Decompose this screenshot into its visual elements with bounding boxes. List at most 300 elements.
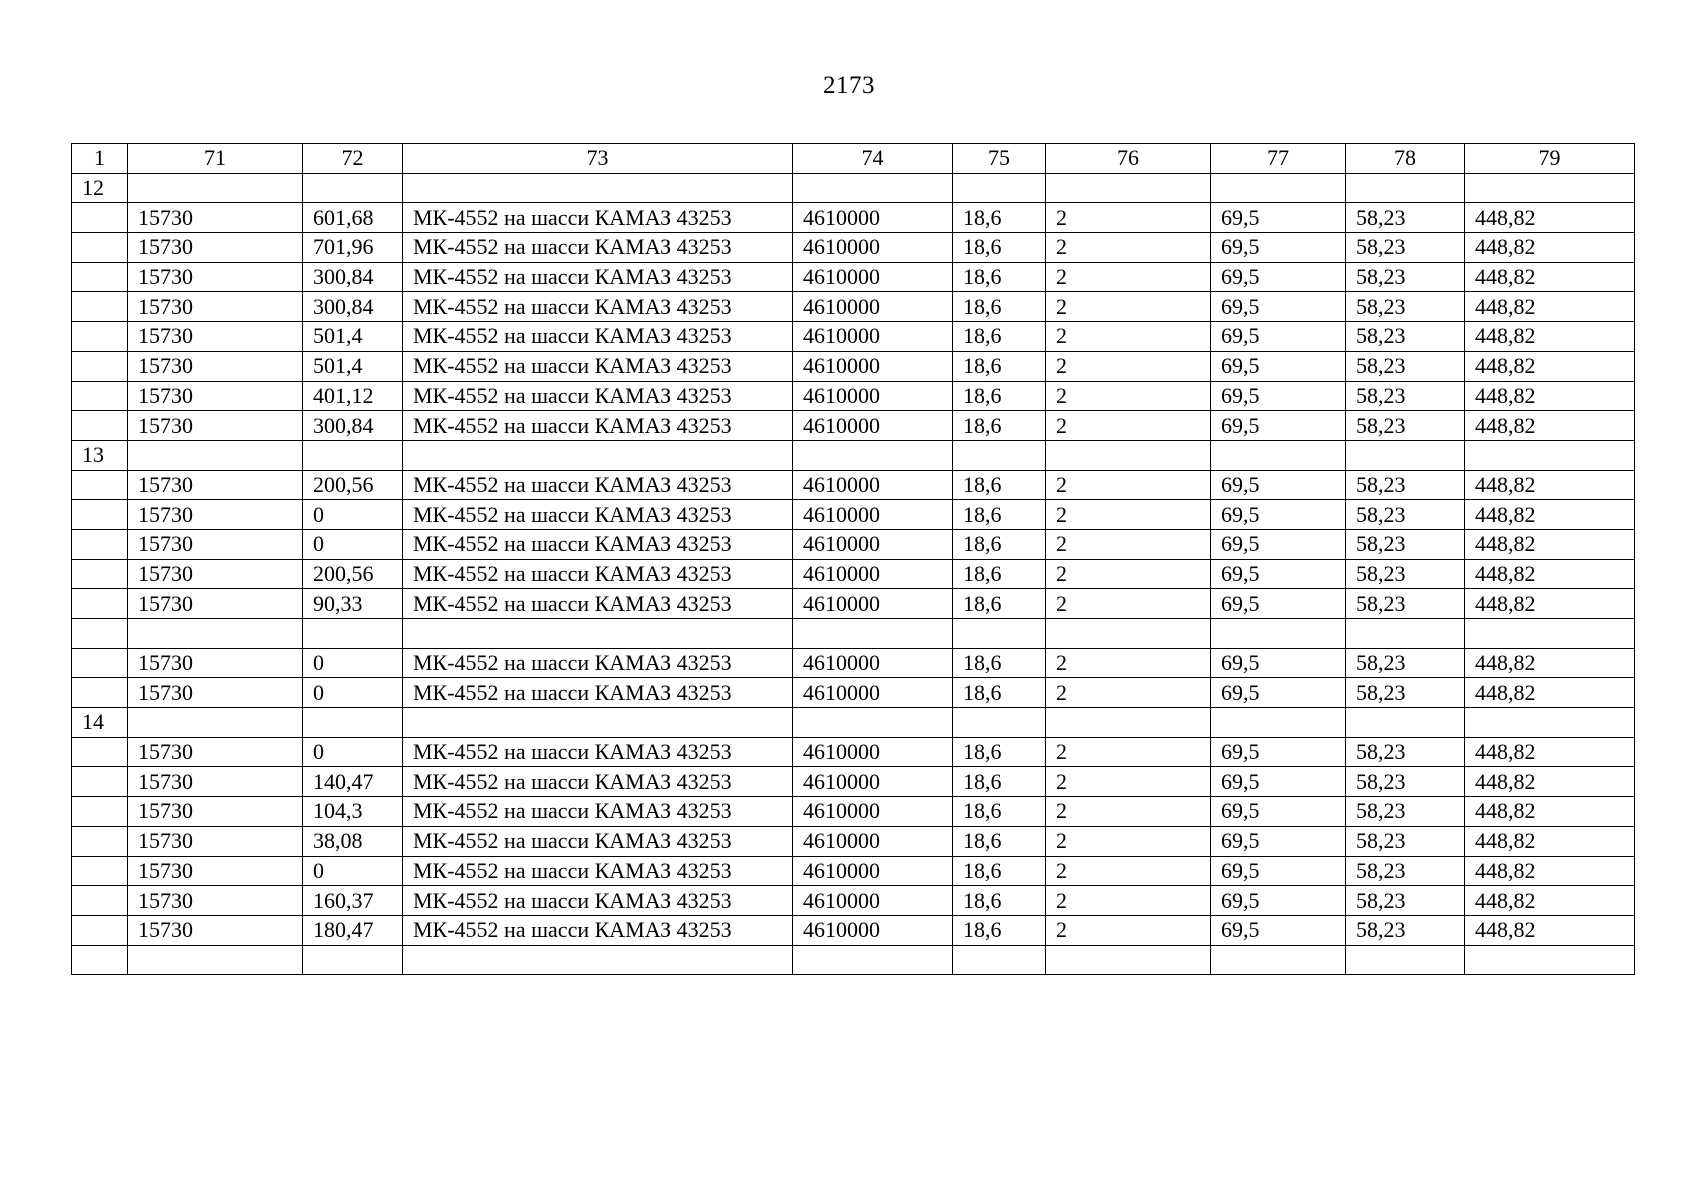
- table-cell: 4610000: [793, 203, 953, 233]
- table-cell: 160,37: [303, 886, 403, 916]
- table-cell: 2: [1046, 737, 1211, 767]
- table-cell: 69,5: [1211, 322, 1346, 352]
- table-cell: 448,82: [1465, 767, 1635, 797]
- table-row: [72, 678, 1635, 708]
- table-cell: МК-4552 на шасси КАМАЗ 43253: [403, 351, 793, 381]
- table-cell: МК-4552 на шасси КАМАЗ 43253: [403, 767, 793, 797]
- table-cell: 448,82: [1465, 826, 1635, 856]
- table-cell: [72, 292, 128, 322]
- table-cell: 4610000: [793, 737, 953, 767]
- table-cell: [72, 826, 128, 856]
- table-cell: 2: [1046, 589, 1211, 619]
- table-row: [72, 500, 1635, 530]
- table-cell: 69,5: [1211, 737, 1346, 767]
- table-cell: 4610000: [793, 381, 953, 411]
- table-cell: [128, 945, 303, 975]
- table-cell: [1046, 708, 1211, 738]
- table-cell: [303, 708, 403, 738]
- table-cell: [953, 619, 1046, 649]
- table-row: [72, 737, 1635, 767]
- table-cell: 2: [1046, 262, 1211, 292]
- table-cell: 2: [1046, 529, 1211, 559]
- table-cell: [1046, 173, 1211, 203]
- table-header-row: [72, 144, 1635, 174]
- table-cell: [1211, 440, 1346, 470]
- table-cell: 2: [1046, 886, 1211, 916]
- table-cell: [403, 708, 793, 738]
- table-cell: 448,82: [1465, 737, 1635, 767]
- table-cell: МК-4552 на шасси КАМАЗ 43253: [403, 915, 793, 945]
- table-cell: [1211, 945, 1346, 975]
- table-cell: 4610000: [793, 915, 953, 945]
- table-cell: 448,82: [1465, 678, 1635, 708]
- table-cell: 15730: [128, 233, 303, 263]
- table-cell: 448,82: [1465, 797, 1635, 827]
- table-cell: МК-4552 на шасси КАМАЗ 43253: [403, 411, 793, 441]
- table-cell: 448,82: [1465, 411, 1635, 441]
- table-cell: 69,5: [1211, 589, 1346, 619]
- table-cell: 15730: [128, 678, 303, 708]
- table-cell: 69,5: [1211, 292, 1346, 322]
- table-cell: 2: [1046, 203, 1211, 233]
- group-row: [72, 440, 1635, 470]
- table-row: [72, 351, 1635, 381]
- table-cell: 4610000: [793, 470, 953, 500]
- table-cell: 448,82: [1465, 233, 1635, 263]
- table-cell: 104,3: [303, 797, 403, 827]
- table-row: [72, 262, 1635, 292]
- table-cell: [1465, 945, 1635, 975]
- table-cell: 15730: [128, 915, 303, 945]
- table-cell: [72, 500, 128, 530]
- group-row: [72, 173, 1635, 203]
- table-cell: МК-4552 на шасси КАМАЗ 43253: [403, 203, 793, 233]
- table-cell: 18,6: [953, 589, 1046, 619]
- table-cell: 58,23: [1346, 678, 1465, 708]
- table-cell: 180,47: [303, 915, 403, 945]
- table-cell: 12: [72, 173, 128, 203]
- column-header: 71: [128, 144, 303, 174]
- table-cell: 0: [303, 856, 403, 886]
- table-cell: МК-4552 на шасси КАМАЗ 43253: [403, 500, 793, 530]
- table-cell: 58,23: [1346, 322, 1465, 352]
- table-cell: 2: [1046, 411, 1211, 441]
- table-cell: [72, 915, 128, 945]
- table-cell: 448,82: [1465, 529, 1635, 559]
- table-cell: [1211, 708, 1346, 738]
- table-cell: [128, 440, 303, 470]
- table-cell: 18,6: [953, 737, 1046, 767]
- table-cell: 18,6: [953, 500, 1046, 530]
- table-cell: 701,96: [303, 233, 403, 263]
- table-cell: МК-4552 на шасси КАМАЗ 43253: [403, 678, 793, 708]
- table-cell: 448,82: [1465, 648, 1635, 678]
- column-header: 72: [303, 144, 403, 174]
- table-cell: [1346, 173, 1465, 203]
- table-cell: 448,82: [1465, 915, 1635, 945]
- table-cell: 4610000: [793, 767, 953, 797]
- table-cell: [72, 381, 128, 411]
- table-cell: 300,84: [303, 262, 403, 292]
- table-cell: 15730: [128, 856, 303, 886]
- table-cell: [303, 945, 403, 975]
- table-cell: 69,5: [1211, 203, 1346, 233]
- table-cell: 58,23: [1346, 292, 1465, 322]
- table-row: [72, 856, 1635, 886]
- table-cell: 15730: [128, 529, 303, 559]
- table-cell: 69,5: [1211, 470, 1346, 500]
- table-cell: [72, 203, 128, 233]
- table-cell: [72, 767, 128, 797]
- table-cell: [953, 173, 1046, 203]
- table-cell: 4610000: [793, 797, 953, 827]
- table-cell: 4610000: [793, 262, 953, 292]
- table-cell: 18,6: [953, 678, 1046, 708]
- table-cell: 2: [1046, 351, 1211, 381]
- table-cell: 448,82: [1465, 589, 1635, 619]
- table-row: [72, 381, 1635, 411]
- table-cell: 15730: [128, 559, 303, 589]
- table-cell: [953, 440, 1046, 470]
- table-cell: [953, 708, 1046, 738]
- table-cell: [403, 173, 793, 203]
- table-cell: [72, 351, 128, 381]
- table-cell: [303, 440, 403, 470]
- table-cell: 2: [1046, 292, 1211, 322]
- table-cell: 0: [303, 737, 403, 767]
- table-row: [72, 233, 1635, 263]
- table-cell: 69,5: [1211, 411, 1346, 441]
- table-cell: 69,5: [1211, 500, 1346, 530]
- table-cell: 18,6: [953, 648, 1046, 678]
- table-cell: МК-4552 на шасси КАМАЗ 43253: [403, 381, 793, 411]
- table-cell: 200,56: [303, 470, 403, 500]
- table-cell: [793, 173, 953, 203]
- table-row: [72, 322, 1635, 352]
- table-cell: 18,6: [953, 915, 1046, 945]
- group-row: [72, 708, 1635, 738]
- table-cell: 4610000: [793, 292, 953, 322]
- table-cell: 4610000: [793, 886, 953, 916]
- table-cell: 448,82: [1465, 262, 1635, 292]
- table-cell: 69,5: [1211, 886, 1346, 916]
- table-row: [72, 292, 1635, 322]
- table-cell: 90,33: [303, 589, 403, 619]
- table-cell: 2: [1046, 856, 1211, 886]
- table-cell: 58,23: [1346, 856, 1465, 886]
- table-cell: [403, 619, 793, 649]
- table-cell: 0: [303, 678, 403, 708]
- table-cell: 14: [72, 708, 128, 738]
- table-cell: МК-4552 на шасси КАМАЗ 43253: [403, 233, 793, 263]
- table-row: [72, 915, 1635, 945]
- table-cell: 18,6: [953, 470, 1046, 500]
- table-cell: [72, 322, 128, 352]
- table-row: [72, 648, 1635, 678]
- table-cell: 15730: [128, 767, 303, 797]
- column-header: 74: [793, 144, 953, 174]
- table-cell: [953, 945, 1046, 975]
- table-cell: МК-4552 на шасси КАМАЗ 43253: [403, 856, 793, 886]
- table-cell: [128, 619, 303, 649]
- column-header: 1: [72, 144, 128, 174]
- table-cell: 38,08: [303, 826, 403, 856]
- table-cell: [1465, 708, 1635, 738]
- table-cell: 4610000: [793, 856, 953, 886]
- table-cell: 15730: [128, 351, 303, 381]
- table-cell: 448,82: [1465, 322, 1635, 352]
- table-cell: 18,6: [953, 292, 1046, 322]
- table-cell: 69,5: [1211, 262, 1346, 292]
- table-cell: 18,6: [953, 529, 1046, 559]
- table-cell: 15730: [128, 322, 303, 352]
- table-cell: 58,23: [1346, 797, 1465, 827]
- table-cell: 69,5: [1211, 351, 1346, 381]
- table-cell: [72, 886, 128, 916]
- table-cell: 2: [1046, 678, 1211, 708]
- table-cell: 601,68: [303, 203, 403, 233]
- table-cell: [1346, 945, 1465, 975]
- table-cell: 448,82: [1465, 470, 1635, 500]
- table-cell: МК-4552 на шасси КАМАЗ 43253: [403, 470, 793, 500]
- table-cell: 69,5: [1211, 767, 1346, 797]
- table-cell: [72, 619, 128, 649]
- table-cell: 4610000: [793, 500, 953, 530]
- table-row: [72, 797, 1635, 827]
- table-cell: [72, 559, 128, 589]
- table-cell: 58,23: [1346, 589, 1465, 619]
- table-cell: 58,23: [1346, 767, 1465, 797]
- table-cell: [72, 529, 128, 559]
- table-cell: 448,82: [1465, 856, 1635, 886]
- table-cell: МК-4552 на шасси КАМАЗ 43253: [403, 292, 793, 322]
- table-cell: 69,5: [1211, 678, 1346, 708]
- table-cell: 4610000: [793, 233, 953, 263]
- table-cell: [72, 945, 128, 975]
- table-cell: 501,4: [303, 351, 403, 381]
- page-number: 2173: [823, 72, 875, 99]
- table-cell: 4610000: [793, 411, 953, 441]
- table-cell: [793, 708, 953, 738]
- table-cell: 18,6: [953, 203, 1046, 233]
- table-cell: 2: [1046, 915, 1211, 945]
- column-header: 76: [1046, 144, 1211, 174]
- data-table: [71, 143, 1635, 975]
- table-cell: [303, 619, 403, 649]
- table-cell: [72, 262, 128, 292]
- table-cell: [72, 678, 128, 708]
- table-cell: 0: [303, 648, 403, 678]
- table-cell: [128, 173, 303, 203]
- table-cell: 15730: [128, 292, 303, 322]
- table-cell: 58,23: [1346, 648, 1465, 678]
- table-row: [72, 826, 1635, 856]
- table-cell: [793, 619, 953, 649]
- table-cell: 2: [1046, 233, 1211, 263]
- table-cell: 18,6: [953, 233, 1046, 263]
- table-cell: [72, 470, 128, 500]
- table-cell: 401,12: [303, 381, 403, 411]
- table-cell: 448,82: [1465, 500, 1635, 530]
- table-row: [72, 411, 1635, 441]
- table-cell: 69,5: [1211, 648, 1346, 678]
- table-cell: 18,6: [953, 856, 1046, 886]
- table-cell: [1346, 708, 1465, 738]
- table-cell: 58,23: [1346, 915, 1465, 945]
- table-cell: МК-4552 на шасси КАМАЗ 43253: [403, 589, 793, 619]
- table-cell: [72, 737, 128, 767]
- table-cell: МК-4552 на шасси КАМАЗ 43253: [403, 737, 793, 767]
- column-header: 73: [403, 144, 793, 174]
- table-cell: [128, 708, 303, 738]
- table-cell: [72, 233, 128, 263]
- table-cell: [1211, 619, 1346, 649]
- table-cell: 448,82: [1465, 559, 1635, 589]
- table-cell: 15730: [128, 500, 303, 530]
- table-cell: 15730: [128, 470, 303, 500]
- table-cell: 18,6: [953, 262, 1046, 292]
- table-cell: МК-4552 на шасси КАМАЗ 43253: [403, 886, 793, 916]
- column-header: 77: [1211, 144, 1346, 174]
- table-row: [72, 619, 1635, 649]
- table-cell: 18,6: [953, 559, 1046, 589]
- table-cell: 2: [1046, 767, 1211, 797]
- table-cell: [1346, 619, 1465, 649]
- table-cell: 2: [1046, 648, 1211, 678]
- table-cell: [1465, 619, 1635, 649]
- table-cell: МК-4552 на шасси КАМАЗ 43253: [403, 262, 793, 292]
- table-cell: [1346, 440, 1465, 470]
- table-cell: 4610000: [793, 826, 953, 856]
- table-cell: 2: [1046, 322, 1211, 352]
- table-cell: 300,84: [303, 411, 403, 441]
- table-cell: 4610000: [793, 589, 953, 619]
- table-cell: 58,23: [1346, 886, 1465, 916]
- table-cell: 58,23: [1346, 529, 1465, 559]
- table-cell: 58,23: [1346, 233, 1465, 263]
- table-cell: 2: [1046, 797, 1211, 827]
- table-cell: 15730: [128, 648, 303, 678]
- table-cell: [303, 173, 403, 203]
- table-cell: 448,82: [1465, 203, 1635, 233]
- table-cell: [72, 589, 128, 619]
- column-header: 75: [953, 144, 1046, 174]
- table-cell: МК-4552 на шасси КАМАЗ 43253: [403, 559, 793, 589]
- table-cell: 18,6: [953, 886, 1046, 916]
- table-cell: [403, 945, 793, 975]
- table-cell: [403, 440, 793, 470]
- table-cell: 58,23: [1346, 500, 1465, 530]
- table-cell: 4610000: [793, 529, 953, 559]
- table-cell: [72, 411, 128, 441]
- table-cell: 2: [1046, 826, 1211, 856]
- table-cell: 58,23: [1346, 203, 1465, 233]
- table-cell: 15730: [128, 589, 303, 619]
- table-row: [72, 945, 1635, 975]
- table-row: [72, 886, 1635, 916]
- table-cell: 140,47: [303, 767, 403, 797]
- table-cell: 15730: [128, 262, 303, 292]
- table-cell: 4610000: [793, 559, 953, 589]
- table-cell: 15730: [128, 737, 303, 767]
- table-cell: 18,6: [953, 767, 1046, 797]
- table-cell: 15730: [128, 203, 303, 233]
- table-cell: 4610000: [793, 648, 953, 678]
- table-cell: 58,23: [1346, 381, 1465, 411]
- table-cell: [793, 440, 953, 470]
- table-cell: 448,82: [1465, 351, 1635, 381]
- table-cell: 69,5: [1211, 233, 1346, 263]
- table-cell: [1465, 173, 1635, 203]
- table-cell: 0: [303, 500, 403, 530]
- table-cell: МК-4552 на шасси КАМАЗ 43253: [403, 797, 793, 827]
- table-cell: 58,23: [1346, 351, 1465, 381]
- table-cell: 15730: [128, 381, 303, 411]
- table-cell: 2: [1046, 470, 1211, 500]
- table-cell: 69,5: [1211, 381, 1346, 411]
- table-cell: [72, 797, 128, 827]
- table-cell: [1211, 173, 1346, 203]
- table-cell: 18,6: [953, 826, 1046, 856]
- table-cell: 4610000: [793, 322, 953, 352]
- table-cell: 69,5: [1211, 826, 1346, 856]
- table-cell: 0: [303, 529, 403, 559]
- table-cell: [793, 945, 953, 975]
- table-cell: МК-4552 на шасси КАМАЗ 43253: [403, 529, 793, 559]
- table-cell: 58,23: [1346, 262, 1465, 292]
- table-cell: 448,82: [1465, 292, 1635, 322]
- table-row: [72, 529, 1635, 559]
- table-cell: [1046, 619, 1211, 649]
- table-cell: 448,82: [1465, 886, 1635, 916]
- table-cell: 18,6: [953, 797, 1046, 827]
- table-cell: 69,5: [1211, 856, 1346, 886]
- table-cell: 501,4: [303, 322, 403, 352]
- table-cell: 58,23: [1346, 411, 1465, 441]
- table-row: [72, 589, 1635, 619]
- table-cell: 18,6: [953, 351, 1046, 381]
- table-cell: 15730: [128, 411, 303, 441]
- table-cell: 15730: [128, 797, 303, 827]
- table-row: [72, 203, 1635, 233]
- table-cell: 300,84: [303, 292, 403, 322]
- table-cell: [1046, 945, 1211, 975]
- table-cell: 2: [1046, 500, 1211, 530]
- table-row: [72, 559, 1635, 589]
- table-cell: 18,6: [953, 381, 1046, 411]
- table-row: [72, 767, 1635, 797]
- table-cell: МК-4552 на шасси КАМАЗ 43253: [403, 648, 793, 678]
- table-cell: 2: [1046, 381, 1211, 411]
- table-cell: 69,5: [1211, 915, 1346, 945]
- column-header: 78: [1346, 144, 1465, 174]
- table-cell: 2: [1046, 559, 1211, 589]
- table-cell: 448,82: [1465, 381, 1635, 411]
- table-cell: МК-4552 на шасси КАМАЗ 43253: [403, 826, 793, 856]
- table-cell: 4610000: [793, 678, 953, 708]
- table-cell: 18,6: [953, 322, 1046, 352]
- table-cell: 69,5: [1211, 529, 1346, 559]
- column-header: 79: [1465, 144, 1635, 174]
- table-cell: [72, 648, 128, 678]
- table-cell: 58,23: [1346, 737, 1465, 767]
- table-cell: 13: [72, 440, 128, 470]
- table-cell: [72, 856, 128, 886]
- table-cell: 69,5: [1211, 559, 1346, 589]
- table-cell: [1046, 440, 1211, 470]
- table-cell: 69,5: [1211, 797, 1346, 827]
- table-cell: 58,23: [1346, 826, 1465, 856]
